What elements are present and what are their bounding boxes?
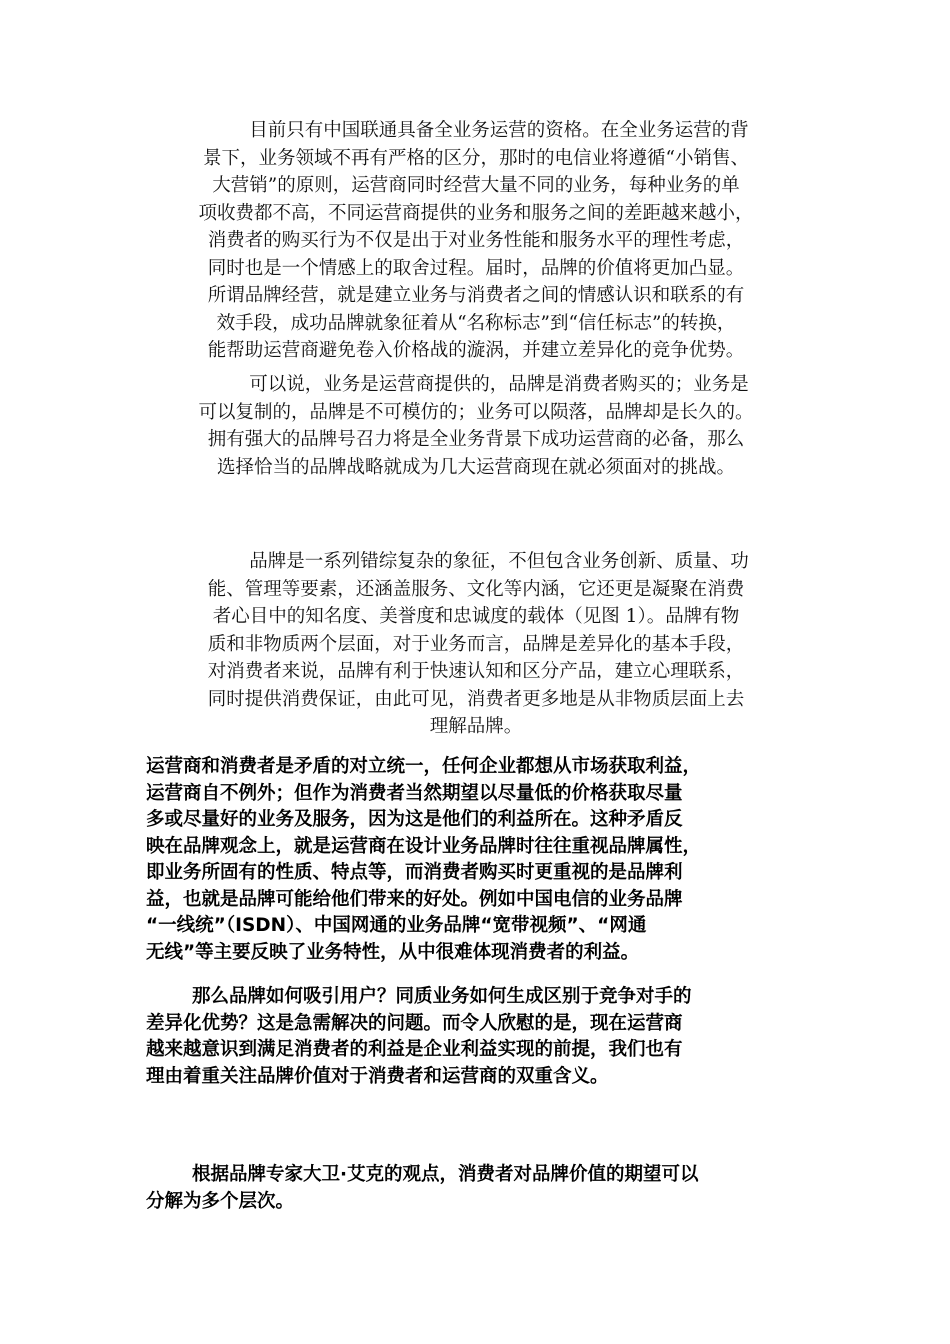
text-line: 对消费者来说，品牌有利于快速认知和区分产品，建立心理联系， — [207, 661, 745, 682]
paragraph-business-vs-brand — [146, 371, 806, 481]
text-line: 同时提供消费保证，由此可见，消费者更多地是从非物质层面上去 — [207, 688, 745, 710]
text-line: 选择恰当的品牌战略就成为几大运营商现在就必须面对的挑战。 — [216, 456, 735, 478]
text-line: 品牌是一系列错综复杂的象征，不但包含业务创新、质量、功 — [249, 551, 749, 572]
text-line: 理解品牌。 — [429, 716, 523, 737]
text-line: “一线统”（ISDN）、中国网通的业务品牌“宽带视频”、“网通 — [146, 915, 647, 936]
text-line: 所谓品牌经营，就是建立业务与消费者之间的情感认识和联系的有 — [207, 285, 745, 306]
text-line: 即业务所固有的性质、特点等，而消费者购买时更重视的是品牌利 — [146, 862, 683, 883]
text-line: 多或尽量好的业务及服务，因为这是他们的利益所在。这种矛盾反 — [146, 809, 683, 830]
text-line: 差异化优势？这是急需解决的问题。而令人欣慰的是，现在运营商 — [146, 1012, 683, 1034]
paragraph-full-service-operation — [146, 117, 806, 365]
text-line: 那么品牌如何吸引用户？同质业务如何生成区别于竞争对手的 — [192, 986, 692, 1007]
text-line: 目前只有中国联通具备全业务运营的资格。在全业务运营的背 — [249, 120, 749, 141]
text-line: 质和非物质两个层面，对于业务而言，品牌是差异化的基本手段， — [207, 633, 745, 655]
text-line: 可以复制的，品牌是不可模仿的；业务可以陨落，品牌却是长久的。 — [198, 401, 754, 423]
text-line: 同时也是一个情感上的取舍过程。届时，品牌的价值将更加凸显。 — [207, 257, 745, 279]
text-line: 拥有强大的品牌号召力将是全业务背景下成功运营商的必备，那么 — [207, 429, 745, 450]
text-line: 大营销”的原则，运营商同时经营大量不同的业务，每种业务的单 — [212, 175, 740, 196]
paragraph-aaker-view — [146, 1162, 816, 1215]
paragraph-operator-consumer-conflict — [146, 754, 816, 966]
text-line: 能帮助运营商避免卷入价格战的漩涡，并建立差异化的竞争优势。 — [207, 340, 745, 361]
text-line: 映在品牌观念上，就是运营商在设计业务品牌时往往重视品牌属性， — [146, 835, 702, 857]
text-line: 运营商和消费者是矛盾的对立统一，任何企业都想从市场获取利益， — [146, 756, 702, 777]
text-line: 效手段，成功品牌就象征着从“名称标志”到“信任标志”的转换， — [216, 312, 736, 334]
text-line: 景下，业务领域不再有严格的区分，那时的电信业将遵循“小销售、 — [203, 147, 749, 169]
paragraph-attract-users — [146, 984, 816, 1090]
text-line: 分解为多个层次。 — [146, 1190, 295, 1212]
text-line: 理由着重关注品牌价值对于消费者和运营商的双重含义。 — [146, 1065, 609, 1087]
text-line: 根据品牌专家大卫·艾克的观点，消费者对品牌价值的期望可以 — [192, 1164, 699, 1185]
text-line: 无线”等主要反映了业务特性，从中很难体现消费者的利益。 — [146, 941, 640, 963]
paragraph-brand-symbol — [146, 548, 806, 741]
text-line: 能、管理等要素，还涵盖服务、文化等内涵，它还更是凝聚在消费 — [207, 578, 745, 600]
text-line: 益，也就是品牌可能给他们带来的好处。例如中国电信的业务品牌 — [146, 888, 683, 910]
text-line: 运营商自不例外；但作为消费者当然期望以尽量低的价格获取尽量 — [146, 782, 683, 804]
text-line: 者心目中的知名度、美誉度和忠诚度的载体（见图 1）。品牌有物 — [212, 606, 740, 627]
text-line: 消费者的购买行为不仅是出于对业务性能和服务水平的理性考虑， — [207, 230, 745, 251]
text-line: 项收费都不高，不同运营商提供的业务和服务之间的差距越来越小， — [198, 202, 754, 224]
text-line: 越来越意识到满足消费者的利益是企业利益实现的前提，我们也有 — [146, 1039, 683, 1060]
text-line: 可以说，业务是运营商提供的，品牌是消费者购买的；业务是 — [249, 374, 749, 395]
